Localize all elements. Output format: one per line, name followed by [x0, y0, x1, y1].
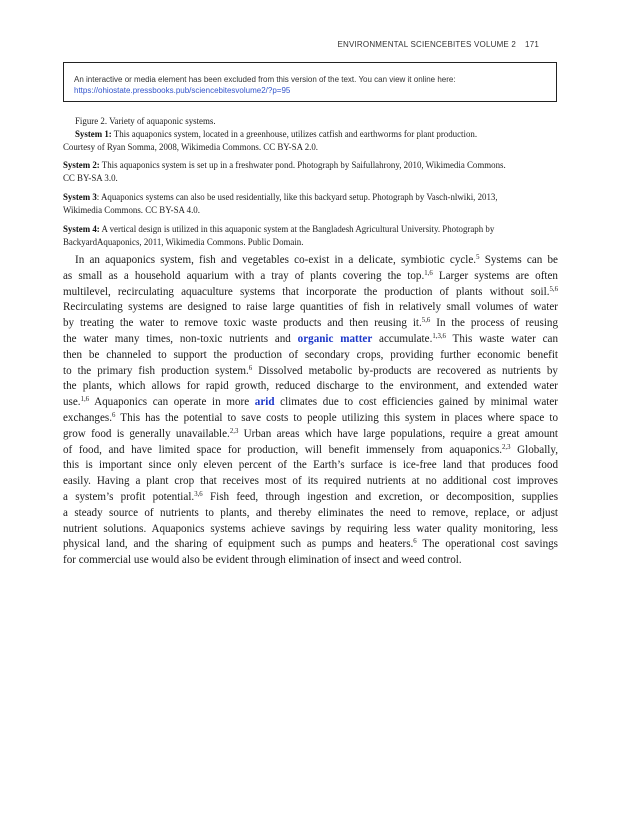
body-line: this is important since only eleven percent of the Earth’s surface is ice-free land that produces food — [63, 459, 558, 472]
system-2-description: System 2: This aquaponics system is set up in a freshwater pond. Photograph by Saifullahrony, 2010, Wikimedia Commons. CC BY-SA 3.0. — [63, 160, 506, 183]
glossary-term-organic-matter[interactable]: organic matter — [297, 332, 373, 345]
body-line: by treating the water to remove toxic waste products and then reusing it.$^{5,6}$ In the process of reusing — [63, 317, 558, 330]
body-line: for commercial use would also be evident through elimination of insect and weed control. — [63, 554, 462, 567]
body-line: to the primary fish production system.$^6$ Dissolved metabolic by-products are recovered as nutrients by — [63, 364, 558, 377]
body-paragraph — [63, 253, 558, 569]
system-3-description: System 3: Aquaponics systems can also be used residentially, like this backyard setup. Photograph by Vasch-nlwiki, 2013, Wikimedia Commons. CC BY-SA 4.0. — [63, 192, 498, 215]
body-line: grow food is generally unavailable.$^{2,3}$ Urban areas which have large populations, require a great amount — [63, 427, 559, 440]
citation: 5 — [476, 254, 480, 261]
system-2-label: System 2: — [63, 160, 100, 170]
body-line: easily. Having a plant crop that receives most of its required nutrients at no additional cost improves — [63, 475, 558, 488]
citation: 1,6 — [424, 269, 433, 277]
citation: 2,3 — [229, 427, 239, 435]
system-4-label: System 4: — [63, 224, 100, 234]
system-1-label: System 1: — [75, 129, 112, 139]
running-header — [337, 40, 539, 49]
citation: 5,6 — [549, 285, 558, 293]
body-line: physical land, and the sharing of equipment such as pumps and heaters.$^6$ The operational cost savings — [63, 538, 558, 551]
body-line: as small as a household aquarium with a tray of plants covering the top.$^{1,6}$ Larger systems are often — [63, 269, 558, 282]
citation: 6 — [248, 364, 253, 372]
citation: 2,3 — [502, 443, 511, 451]
system-4-description: System 4: A vertical design is utilized in this aquaponic system at the Bangladesh Agricultural University. Photograph by BackyardAquaponics, 2011, Wikimedia Commons. Public Domain. — [63, 224, 495, 247]
body-line: the plants, which allows for rapid growth, reduced discharge to the environment, and extended water — [63, 380, 558, 393]
citation: 5,6 — [421, 317, 431, 325]
online-version-link[interactable]: https://ohiostate.pressbooks.pub/sciencebitesvolume2/?p=95 — [74, 86, 291, 95]
body-line: use.$^{1,6}$ Aquaponics can operate in more arid climates due to cost efficiencies gained by minimal water — [63, 396, 558, 409]
citation: 6 — [111, 411, 116, 419]
notice-message: An interactive or media element has been excluded from this version of the text. You can view it online here: — [74, 75, 456, 84]
system-3-label: System 3 — [63, 192, 97, 202]
body-line: multilevel, recirculating aquaculture systems that incorporate the production of plants without soil.$^{5,6}$ — [63, 285, 558, 298]
body-line: the water many times, non-toxic nutrients and organic matter accumulate.$^{1,3,6}$ This waste water can — [63, 332, 558, 345]
body-line: exchanges.$^6$ This has the potential to save costs to people utilizing this system in places where space to — [63, 411, 558, 424]
citation: 3,6 — [194, 490, 203, 498]
body-line: nutrient solutions. Aquaponics systems achieve savings by requiring less water quality monitoring, less — [63, 522, 558, 535]
body-line: then be channeled to support the production of secondary crops, providing further economic benefit — [63, 348, 558, 361]
glossary-term-arid[interactable]: arid — [254, 396, 275, 409]
citation: 6 — [413, 538, 417, 546]
running-title: ENVIRONMENTAL SCIENCEBITES VOLUME 2 — [337, 40, 517, 49]
body-line: of food, and have limited space for production, will benefit immensely from aquaponics.$^{2,3}$ Globally, — [63, 443, 558, 456]
figure-caption: Figure 2. Variety of aquaponic systems. — [75, 116, 216, 126]
body-line: In an aquaponics system, fish and vegetables co-exist in a delicate, symbiotic cycle.$^5$ Systems can be — [75, 254, 558, 266]
citation: 1,3,6 — [432, 332, 446, 340]
system-1-description: System 1: This aquaponics system, located in a greenhouse, utilizes catfish and earthworms for plant production. Courtesy of Ryan Somma, 2008, Wikimedia Commons. CC BY-SA 2.0. — [63, 129, 478, 152]
page-number: 171 — [525, 40, 539, 49]
body-line: a steady source of nutrients to plants, and thereby eliminates the need to remove, replace, or adjust — [63, 506, 558, 519]
citation: 1,6 — [80, 396, 90, 404]
excluded-media-notice — [63, 62, 557, 102]
body-line: Recirculating systems are designed to raise large quantities of fish in relatively small volumes of water — [63, 301, 558, 314]
body-line: a system’s profit potential.$^{3,6}$ Fish feed, through ingestion and excretion, or decomposition, supplies — [63, 490, 559, 503]
